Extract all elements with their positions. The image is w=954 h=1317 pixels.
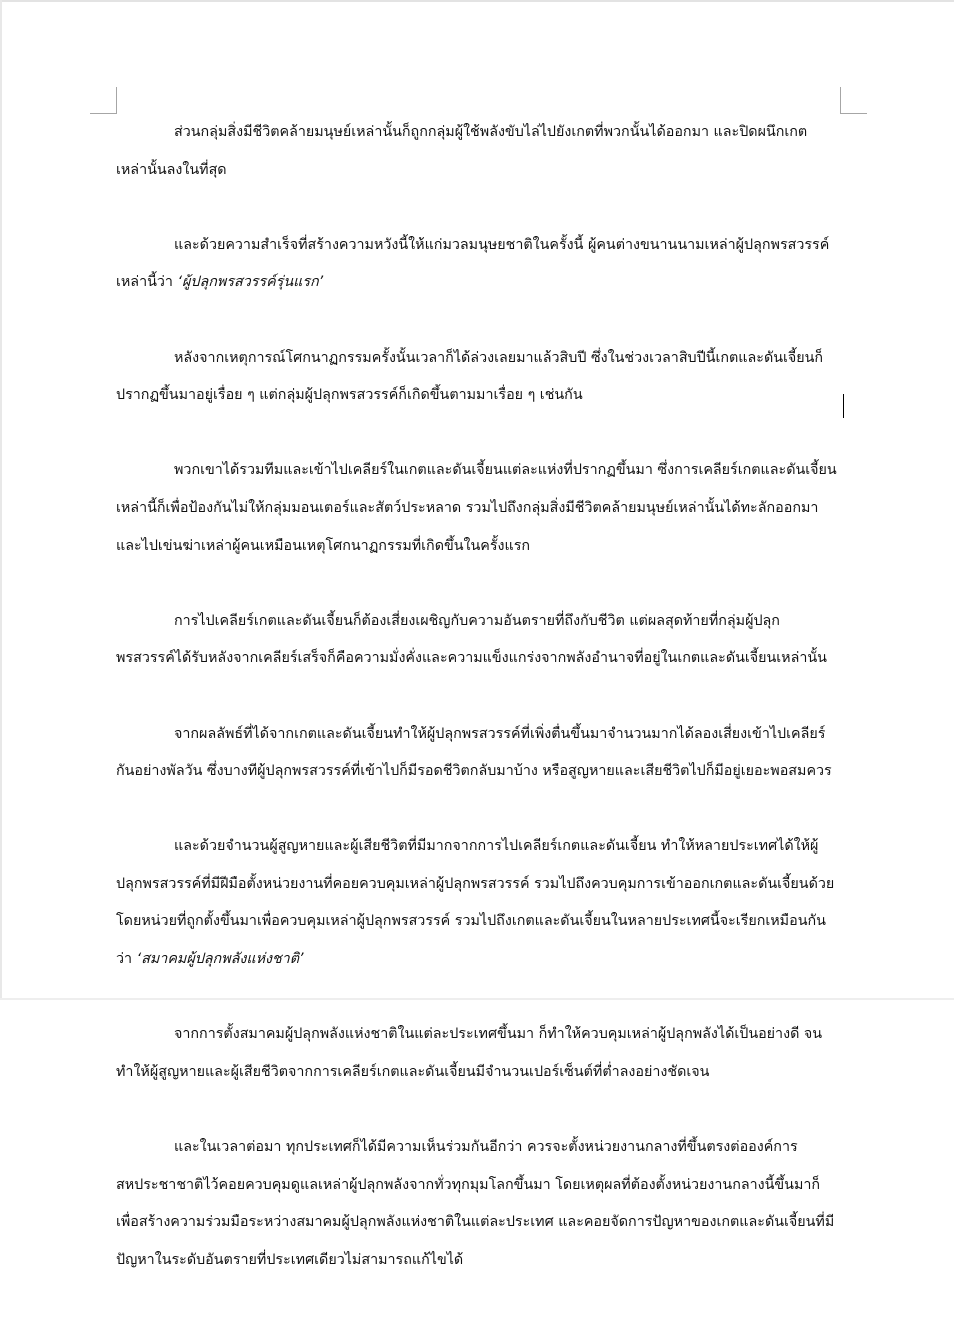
paragraph — [116, 114, 841, 189]
paragraph — [116, 828, 841, 978]
text-cursor — [843, 394, 844, 418]
paragraph — [116, 452, 841, 565]
text-line: ปลุกพรสวรรค์ที่มีฝีมือตั้งหน่วยงานที่คอยควบคุมเหล่าผู้ปลุกพรสวรรค์ รวมไปถึงควบคุมการเข้าออกเกตและดันเจี้ยนด้วย — [116, 875, 835, 892]
text-line: และในเวลาต่อมา ทุกประเทศก็ได้มีความเห็นร่วมกันอีกว่า ควรจะตั้งหน่วยงานกลางที่ขึ้นตรงต่อองค์การ — [174, 1139, 798, 1156]
italic-quote: ‘สมาคมผู้ปลุกพลังแห่งชาติ’ — [136, 951, 304, 968]
paragraph — [116, 340, 841, 415]
paragraph — [116, 716, 841, 791]
document-body[interactable] — [116, 114, 841, 1317]
text-line: เหล่านี้ก็เพื่อป้องกันไม่ให้กลุ่มมอนเตอร์และสัตว์ประหลาด รวมไปถึงกลุ่มสิ่งมีชีวิตคล้ายมนุษย์เหล่านั้นได้ทะลักออกมา — [116, 499, 819, 516]
text-line: การไปเคลียร์เกตและดันเจี้ยนก็ต้องเสี่ยงเผชิญกับความอันตรายที่ถึงกับชีวิต แต่ผลสุดท้ายที่กลุ่มผู้ปลุก — [174, 612, 780, 629]
margin-corner-top-left-icon — [90, 87, 117, 114]
page-top-edge — [0, 0, 954, 2]
text-line: พรสวรรค์ได้รับหลังจากเคลียร์เสร็จก็คือความมั่งคั่งและความแข็งแกร่งจากพลังอำนาจที่อยู่ในเกตและดันเจี้ยนเหล่านั้น — [116, 650, 827, 667]
paragraph — [116, 603, 841, 678]
text-line: และด้วยความสำเร็จที่สร้างความหวังนี้ให้แก่มวลมนุษยชาติในครั้งนี้ ผู้คนต่างขนานนามเหล่าผู้ปลุกพรสวรรค์ — [174, 236, 830, 253]
text-line: ว่า ‘สมาคมผู้ปลุกพลังแห่งชาติ’ — [116, 951, 304, 968]
italic-quote: ‘ผู้ปลุกพรสวรรค์รุ่นแรก’ — [177, 274, 324, 291]
page-left-edge — [0, 0, 2, 1000]
text-line: ปัญหาในระดับอันตรายที่ประเทศเดียวไม่สามารถแก้ไขได้ — [116, 1251, 464, 1268]
margin-corner-top-right-icon — [840, 87, 867, 114]
paragraph — [116, 1129, 841, 1279]
text-line: หลังจากเหตุการณ์โศกนาฏกรรมครั้งนั้นเวลาก็ได้ล่วงเลยมาแล้วสิบปี ซึ่งในช่วงเวลาสิบปีนี้เกตและดันเจี้ยนก็ — [174, 349, 824, 366]
text-line: และด้วยจำนวนผู้สูญหายและผู้เสียชีวิตที่มีมากจากการไปเคลียร์เกตและดันเจี้ยน ทำให้หลายประเทศได้ให้ผู้ — [174, 838, 819, 855]
text-line: และไปเข่นฆ่าเหล่าผู้คนเหมือนเหตุโศกนาฏกรรมที่เกิดขึ้นในครั้งแรก — [116, 537, 531, 554]
paragraph — [116, 1016, 841, 1091]
text-line: เหล่านี้ว่า ‘ผู้ปลุกพรสวรรค์รุ่นแรก’ — [116, 274, 324, 291]
paragraph — [116, 227, 841, 302]
text-line: จากการตั้งสมาคมผู้ปลุกพลังแห่งชาติในแต่ละประเทศขึ้นมา ก็ทำให้ควบคุมเหล่าผู้ปลุกพลังได้เป็นอย่างดี จน — [174, 1026, 823, 1043]
text-line: จากผลลัพธ์ที่ได้จากเกตและดันเจี้ยนทำให้ผู้ปลุกพรสวรรค์ที่เพิ่งตื่นขึ้นมาจำนวนมากได้ลองเสี่ยงเข้าไปเคลียร์ — [174, 725, 826, 742]
text-line: เพื่อสร้างความร่วมมือระหว่างสมาคมผู้ปลุกพลังแห่งชาติในแต่ละประเทศ และคอยจัดการปัญหาของเกตและดันเจี้ยนที่มี — [116, 1214, 835, 1231]
text-line: ส่วนกลุ่มสิ่งมีชีวิตคล้ายมนุษย์เหล่านั้นก็ถูกกลุ่มผู้ใช้พลังขับไล่ไปยังเกตที่พวกนั้นได้ออกมา และปิดผนึกเกต — [174, 124, 808, 140]
text-line: ปรากฏขึ้นมาอยู่เรื่อย ๆ แต่กลุ่มผู้ปลุกพรสวรรค์ก็เกิดขึ้นตามมาเรื่อย ๆ เช่นกัน — [116, 387, 583, 404]
text-line: โดยหน่วยที่ถูกตั้งขึ้นมาเพื่อควบคุมเหล่าผู้ปลุกพรสวรรค์ รวมไปถึงเกตและดันเจี้ยนในหลายประเทศนี้จะเรียกเหมือนกัน — [116, 913, 826, 930]
text-line: สหประชาชาติไว้คอยควบคุมดูแลเหล่าผู้ปลุกพลังจากทั่วทุกมุมโลกขึ้นมา โดยเหตุผลที่ต้องตั้งหน่วยงานกลางนี้ขึ้นมาก็ — [116, 1176, 821, 1193]
text-line: เหล่านั้นลงในที่สุด — [116, 161, 227, 178]
text-line: กันอย่างพัลวัน ซึ่งบางทีผู้ปลุกพรสวรรค์ที่เข้าไปก็มีรอดชีวิตกลับมาบ้าง หรือสูญหายและเสียชีวิตไปก็มีอยู่เยอะพอสมควร — [116, 763, 832, 780]
text-line: พวกเขาได้รวมทีมและเข้าไปเคลียร์ในเกตและดันเจี้ยนแต่ละแห่งที่ปรากฏขึ้นมา ซึ่งการเคลียร์เกตและดันเจี้ยน — [174, 462, 837, 479]
text-line: ทำให้ผู้สูญหายและผู้เสียชีวิตจากการเคลียร์เกตและดันเจี้ยนมีจำนวนเปอร์เซ็นต์ที่ต่ำลงอย่างชัดเจน — [116, 1063, 710, 1080]
